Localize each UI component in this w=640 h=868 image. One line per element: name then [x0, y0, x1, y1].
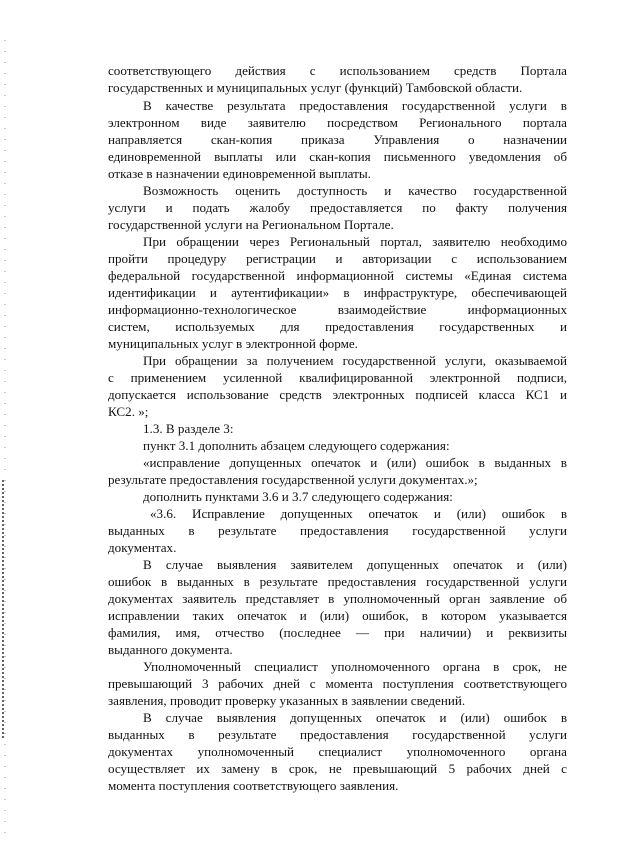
text-line: документах уполномоченный специалист уполномоченного органа: [108, 744, 567, 759]
text-line: При обращении за получением государственной услуги, оказываемой: [143, 353, 567, 368]
text-line: осуществляет их замену в срок, не превышающий 5 рабочих дней с: [108, 761, 567, 776]
text-line: государственной услуги на Региональном Портале.: [108, 217, 394, 232]
text-line: с применением усиленной квалифицированной электронной подписи,: [108, 370, 567, 385]
text-line: заявления, проводит проверку указанных в заявлении сведений.: [108, 693, 466, 708]
text-line: ошибок в выданных в результате предоставления государственной услуги: [108, 574, 567, 589]
text-line: исправлении таких опечаток и (или) ошибок, в котором указывается: [108, 608, 567, 623]
text-line: фамилия, имя, отчество (последнее — при наличии) и реквизиты: [108, 625, 567, 640]
text-line: муниципальных услуг в электронной форме.: [108, 336, 358, 351]
text-line: выданных в результате предоставления государственной услуги: [108, 727, 567, 742]
text-line: дополнить пунктами 3.6 и 3.7 следующего содержания:: [143, 489, 453, 504]
text-line: государственных и муниципальных услуг (функций) Тамбовской области.: [108, 80, 523, 95]
text-line: пункт 3.1 дополнить абзацем следующего содержания:: [143, 438, 450, 453]
text-line: единовременной выплаты или скан-копия письменного уведомления об: [108, 149, 567, 164]
text-line: момента поступления соответствующего заявления.: [108, 778, 399, 793]
text-line: В случае выявления допущенных опечаток и (или) ошибок в: [143, 710, 567, 725]
scan-binding-marks: [2, 480, 4, 740]
text-line: В качестве результата предоставления государственной услуги в: [143, 98, 567, 113]
text-line: допускается использование средств электронных подписей класса КС1 и: [108, 387, 567, 402]
text-line: КС2. »;: [108, 404, 149, 419]
text-line: выданных в результате предоставления государственной услуги: [108, 523, 567, 538]
text-line: документах заявитель представляет в уполномоченный орган заявление об: [108, 591, 567, 606]
text-line: направляется скан-копия приказа Управления о назначении: [108, 132, 567, 147]
text-line: «исправление допущенных опечаток и (или) ошибок в выданных в: [143, 455, 567, 470]
text-line: соответствующего действия с использованием средств Портала: [108, 63, 567, 78]
text-line: При обращении через Региональный портал, заявителю необходимо: [143, 234, 567, 249]
text-line: превышающий 3 рабочих дней с момента поступления соответствующего: [108, 676, 567, 691]
text-line: пройти процедуру регистрации и авторизации с использованием: [108, 251, 567, 266]
text-line: электронном виде заявителю посредством Регионального портала: [108, 115, 567, 130]
text-line: федеральной государственной информационной системы «Единая система: [108, 268, 567, 283]
scan-edge-marks: [4, 40, 6, 840]
text-line: систем, используемых для предоставления государственных и: [108, 319, 567, 334]
text-line: идентификации и аутентификации» в инфраструктуре, обеспечивающей: [108, 285, 567, 300]
section-heading: 1.3. В разделе 3:: [143, 421, 234, 436]
text-line: отказе в назначении единовременной выплаты.: [108, 166, 371, 181]
text-line: услуги и подать жалобу предоставляется по факту получения: [108, 200, 567, 215]
text-line: информационно-технологическое взаимодействие информационных: [108, 302, 567, 317]
text-line: документах.: [108, 540, 177, 555]
text-line: результате предоставления государственной услуги документах.»;: [108, 472, 478, 487]
text-line: выданного документа.: [108, 642, 233, 657]
text-line: Уполномоченный специалист уполномоченного органа в срок, не: [143, 659, 567, 674]
text-line: Возможность оценить доступность и качество государственной: [143, 183, 567, 198]
text-line: «3.6. Исправление допущенных опечаток и (или) ошибок в: [150, 506, 567, 521]
text-line: В случае выявления заявителем допущенных опечаток и (или): [143, 557, 567, 572]
